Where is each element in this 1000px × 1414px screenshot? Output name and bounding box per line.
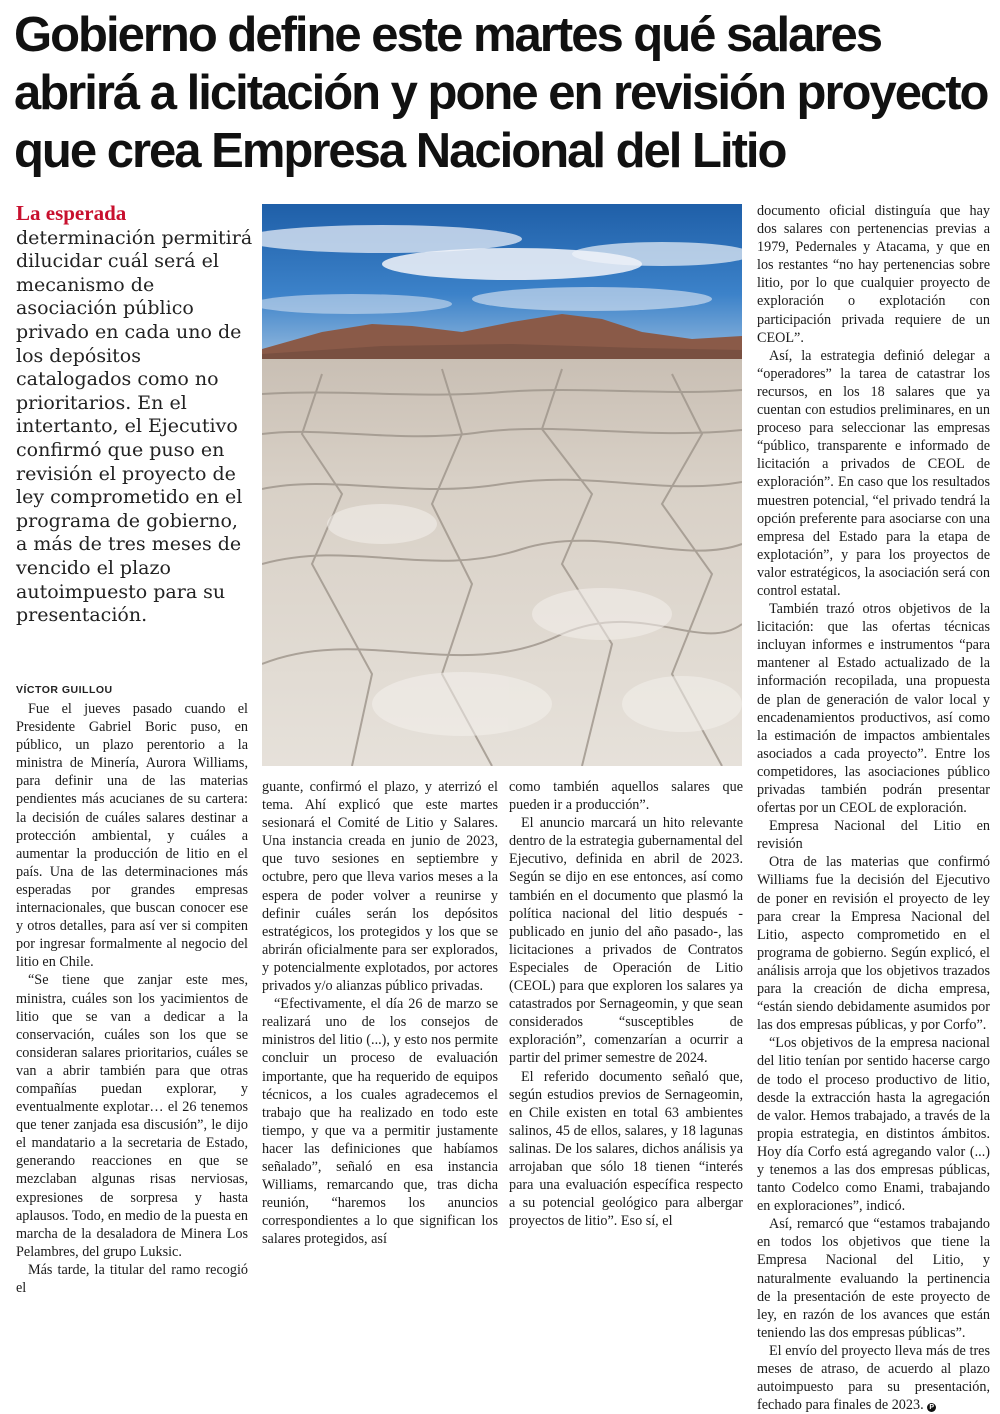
headline-line-2: abrirá a licitación y pone en revisión proyecto	[14, 66, 988, 120]
paragraph	[757, 1342, 990, 1414]
paragraph: El anuncio marcará un hito relevante dentro de la estrategia gubernamental del Ejecutivo, definida en abril de 2023. Según se dijo en ese entonces, así como también en el documento que plasmó la política nacional del litio después -publicado en junio del año pasado-, las licitaciones a privados de Contratos Especiales de Operación de Litio (CEOL) para que exploren los salares ya catastrados por Sernageomin, y que sean considerados “susceptibles de exploración”, comenzarían a ocurrir a partir del primer semestre de 2024.	[509, 815, 743, 1067]
article-column-4	[757, 202, 990, 1414]
headline	[14, 6, 989, 180]
paragraph: “Los objetivos de la empresa nacional del litio tenían por sentido hacerse cargo de todo el proceso productivo de litio, desde la extracción hasta la agregación de valor. Hemos trabajado, a través de la propia estrategia, en distintos ámbitos. Hoy día Corfo está agregando valor (...) y tenemos a las dos empresas públicas, tanto Codelco como Enami, trabajando en exploraciones”, indicó.	[757, 1035, 990, 1215]
paragraph: También trazó otros objetivos de la licitación: que las ofertas técnicas incluyan informes e instrumentos “para mantener al Estado actualizado de la información recopilada, una propuesta de plan de generación de valor local y encadenamientos productivos, así como la estimación de impactos ambientales asociados a cada proyecto”. Entre los competidores, las asociaciones público privadas también podrán presentar ofertas por un CEOL de exploración.	[757, 601, 990, 817]
lede	[16, 202, 254, 628]
headline-line-1: Gobierno define este martes qué salares	[14, 8, 881, 62]
paragraph: “Se tiene que zanjar este mes, ministra, cuáles son los yacimientos de litio que se van a dedicar a la conservación, cuáles son los que se consideran salares prioritarios, cuáles se van a abrir también para que otras compañías puedan explorar, y eventualmente explotar… el 26 tenemos que tener zanjada esa discusión”, le dijo el mandatario a la secretaria de Estado, generando reacciones en que se mezclaban algunas risas nerviosas, expresiones de sorpresa y hasta aplausos. Todo, en medio de la puesta en marcha de la desaladora de Minera Los Pelambres, del grupo Luksic.	[16, 972, 248, 1260]
paragraph: guante, confirmó el plazo, y aterrizó el tema. Ahí explicó que este martes sesionará el Comité de Litio y Salares. Una instancia creada en junio de 2023, que tuvo sesiones en septiembre y octubre, pero que lleva varios meses a la espera de poder volver a reunirse y definir cuáles serán los depósitos estratégicos, los protegidos y los que se abrirán oficialmente para ser explorados, y potencialmente explotados, por actores privados y/o alianzas público privadas.	[262, 779, 498, 995]
paragraph: Así, la estrategia definió delegar a “operadores” la tarea de catastrar los recursos, en los 18 salares que ya cuentan con estudios preliminares, en un proceso para seleccionar las empresas “público, transparente e informado de licitación a privados de CEOL de exploración”. En caso que los resultados muestren potencial, “el privado tendrá la opción preferente para asociarse con una empresa del Estado para la etapa de explotación”, y para los proyectos de valor estratégicos, la asociación será con control estatal.	[757, 347, 990, 599]
article-column-3	[509, 778, 743, 1230]
byline: VÍCTOR GUILLOU	[16, 684, 113, 696]
headline-line-3: que crea Empresa Nacional del Litio	[14, 124, 786, 178]
salar-photo	[262, 204, 742, 766]
paragraph: Otra de las materias que confirmó Williams fue la decisión del Ejecutivo de poner en revisión el proyecto de ley para crear la Empresa Nacional del Litio, aspecto comprometido en el programa de gobierno. Según explicó, el análisis arroja que los objetivos trazados para la creación de dicha empresa, “están siendo debidamente asumidos por las dos empresas públicas, y por Corfo”.	[757, 854, 990, 1034]
article-column-2	[262, 778, 498, 1248]
paragraph: Fue el jueves pasado cuando el Presidente Gabriel Boric puso, en público, un plazo perentorio a la ministra de Minería, Aurora Williams, para definir una de las materias pendientes más acucianes de su cartera: la decisión de cuáles salares destinar a protección ambiental, y cuáles a aumentar la producción de litio en el país. Una de las determinaciones más esperadas por grandes empresas internacionales, que buscan conocer ese y otros detalles, para así ver si compiten por ingresar formalmente al negocio del litio en Chile.	[16, 701, 248, 971]
salar-landscape-image	[262, 204, 742, 766]
paragraph: El referido documento señaló que, según estudios previos de Sernageomin, en Chile existen en total 63 ambientes salinos, 45 de ellos, salares, y 18 lagunas salinas. De los salares, dichos análisis ya arrojaban que sólo 18 tienen “interés para una evaluación específica respecto a su potencial geológico para albergar proyectos de litio”. Eso sí, el	[509, 1068, 743, 1230]
subheading: Empresa Nacional del Litio en revisión	[757, 818, 990, 853]
paragraph: como también aquellos salares que pueden ir a producción”.	[509, 779, 743, 814]
article-column-1	[16, 700, 248, 1297]
paragraph: Más tarde, la titular del ramo recogió el	[16, 1261, 248, 1296]
lede-kicker: La esperada	[16, 201, 127, 225]
closing-text: El envío del proyecto lleva más de tres meses de atraso, de acuerdo al plazo autoimpuesto para su presentación, fechado para finales de 2023.	[757, 1342, 990, 1414]
lede-text: determinación permitirá dilucidar cuál será el mecanismo de asociación público privado en cada uno de los depósitos catalogados como no prioritarios. En el intertanto, el Ejecutivo confirmó que puso en revisión el proyecto de ley comprometido en el programa de gobierno, a más de tres meses de vencido el plazo autoimpuesto para su presentación.	[16, 226, 253, 627]
paragraph: documento oficial distinguía que hay dos salares con pertenencias previas a 1979, Pedernales y Atacama, y que en los restantes “no hay pertenencias sobre litio, por lo que cualquier proyecto de exploración o explotación con participación privada requiere de un CEOL”.	[757, 203, 990, 346]
paragraph: “Efectivamente, el día 26 de marzo se realizará uno de los consejos de ministros del litio (...), y esto nos permite concluir un proceso de evaluación importante, que ha requerido de equipos técnicos, a los cuales agradecemos el trabajo que ha realizado en todo este tiempo, y que va a permitir justamente hacer las definiciones que habíamos señalado”, señaló en esa instancia Williams, remarcando que, tras dicha reunión, “haremos los anuncios correspondientes a lo que significan los salares protegidos, así	[262, 996, 498, 1248]
end-mark-icon: P	[927, 1403, 936, 1412]
paragraph: Así, remarcó que “estamos trabajando en todos los objetivos que tiene la Empresa Nacional del Litio, y naturalmente evaluando la pertinencia de la presentación de este proyecto de ley, en razón de los avances que están teniendo las dos empresas públicas”.	[757, 1216, 990, 1341]
